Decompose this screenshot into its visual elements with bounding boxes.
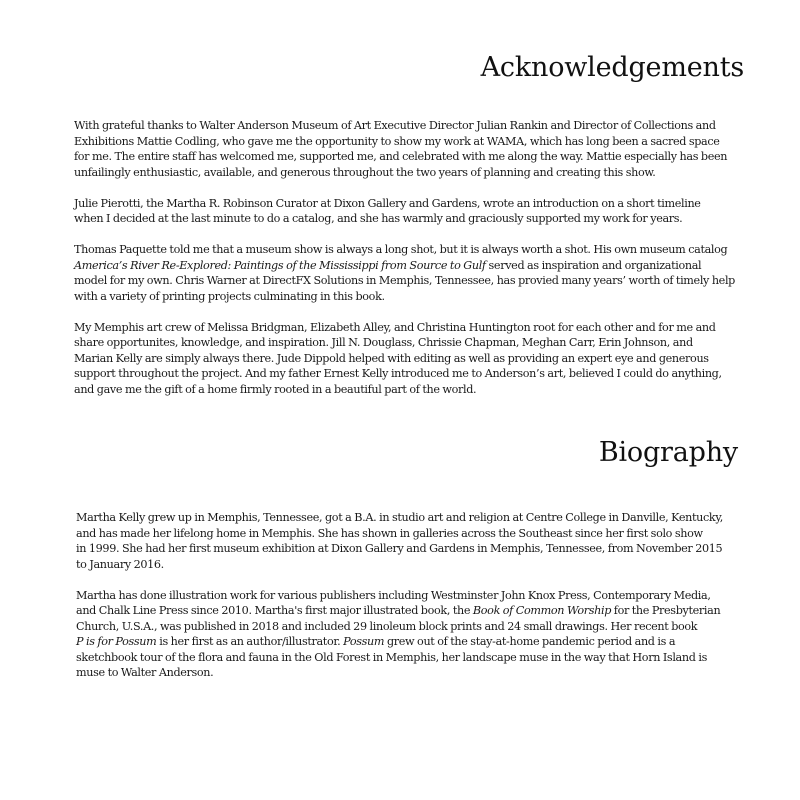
italic-title: America’s River Re-Explored: Paintings of the Mississippi from Source to Gulf	[74, 258, 486, 272]
italic-title: Possum	[343, 635, 385, 648]
italic-title: Book of Common Worship	[472, 604, 611, 617]
text-line	[74, 242, 750, 258]
text-line	[76, 603, 752, 619]
text-run: Martha has done illustration work for various publishers including Westminster John Knox Press, Contemporary Media,	[76, 588, 711, 602]
text-run: unfailingly enthusiastic, available, and generous throughout the two years of planning and creating this show.	[74, 165, 656, 179]
text-line	[74, 289, 750, 305]
text-run: model for my own. Chris Warner at DirectFX Solutions in Memphis, Tennessee, has provied many years’ worth of timely help	[74, 274, 735, 287]
text-run: and has made her lifelong home in Memphis. She has shown in galleries across the Southeast since her first solo show	[76, 526, 703, 540]
text-line	[74, 134, 750, 150]
text-run: served as inspiration and organizational	[485, 258, 702, 272]
text-run: is her first as an author/illustrator.	[156, 635, 344, 648]
text-run: to January 2016.	[76, 557, 164, 571]
text-run: muse to Walter Anderson.	[76, 666, 214, 679]
text-line	[76, 557, 752, 573]
text-run: when I decided at the last minute to do a catalog, and she has warmly and graciously supported my work for years.	[74, 212, 683, 225]
text-line	[74, 351, 750, 367]
text-line	[74, 118, 750, 134]
text-line	[76, 619, 752, 635]
acknowledgements-heading: Acknowledgements	[480, 52, 744, 83]
text-run: Exhibitions Mattie Codling, who gave me the opportunity to show my work at WAMA, which has long been a sacred space	[74, 134, 720, 148]
text-line	[74, 211, 750, 227]
acknowledgements-paragraph	[74, 320, 750, 398]
acknowledgements-body	[74, 118, 750, 413]
text-line	[74, 258, 750, 274]
text-line	[76, 665, 752, 681]
biography-body	[76, 510, 752, 696]
text-run: for me. The entire staff has welcomed me, supported me, and celebrated with me along the way. Mattie especially has been	[74, 150, 728, 163]
text-run: in 1999. She had her first museum exhibition at Dixon Gallery and Gardens in Memphis, Tennessee, from November 2015	[76, 542, 723, 555]
text-run: Martha Kelly grew up in Memphis, Tennessee, got a B.A. in studio art and religion at Centre College in Danville, Kentucky,	[76, 511, 724, 524]
text-run: share opportunites, knowledge, and inspiration. Jill N. Douglass, Chrissie Chapman, Meghan Carr, Erin Johnson, and	[74, 336, 693, 349]
text-run: Marian Kelly are simply always there. Jude Dippold helped with editing as well as providing an expert eye and generous	[74, 351, 709, 365]
text-line	[76, 588, 752, 604]
text-run: With grateful thanks to Walter Anderson Museum of Art Executive Director Julian Rankin and Director of Collections and	[74, 119, 716, 132]
biography-paragraph	[76, 588, 752, 681]
text-run: sketchbook tour of the flora and fauna in the Old Forest in Memphis, her landscape muse in the way that Horn Island is	[76, 650, 707, 664]
text-line	[74, 196, 750, 212]
text-run: and gave me the gift of a home firmly rooted in a beautiful part of the world.	[74, 382, 477, 396]
text-line	[74, 335, 750, 351]
text-line	[76, 541, 752, 557]
text-run: support throughout the project. And my father Ernest Kelly introduced me to Anderson’s art, believed I could do anything,	[74, 367, 722, 380]
text-line	[74, 382, 750, 398]
text-line	[74, 273, 750, 289]
text-run: and Chalk Line Press since 2010. Martha's first major illustrated book, the	[76, 604, 473, 617]
text-run: with a variety of printing projects culminating in this book.	[74, 289, 385, 303]
biography-heading: Biography	[598, 437, 738, 468]
italic-title: P is for Possum	[76, 635, 157, 648]
text-line	[76, 510, 752, 526]
text-run: for the Presbyterian	[611, 604, 721, 617]
acknowledgements-paragraph	[74, 242, 750, 304]
text-line	[76, 634, 752, 650]
text-line	[74, 366, 750, 382]
text-run: grew out of the stay-at-home pandemic period and is a	[384, 635, 676, 648]
text-line	[74, 149, 750, 165]
text-line	[76, 650, 752, 666]
text-line	[76, 526, 752, 542]
text-line	[74, 165, 750, 181]
acknowledgements-paragraph	[74, 196, 750, 227]
text-run: My Memphis art crew of Melissa Bridgman, Elizabeth Alley, and Christina Huntington root for each other and for me and	[74, 320, 716, 334]
text-line	[74, 320, 750, 336]
biography-paragraph	[76, 510, 752, 572]
text-run: Church, U.S.A., was published in 2018 and included 29 linoleum block prints and 24 small drawings. Her recent book	[76, 619, 698, 633]
text-run: Thomas Paquette told me that a museum show is always a long shot, but it is always worth a shot. His own museum catalog	[74, 243, 728, 256]
text-run: Julie Pierotti, the Martha R. Robinson Curator at Dixon Gallery and Gardens, wrote an introduction on a short timeline	[74, 196, 701, 210]
acknowledgements-paragraph	[74, 118, 750, 180]
